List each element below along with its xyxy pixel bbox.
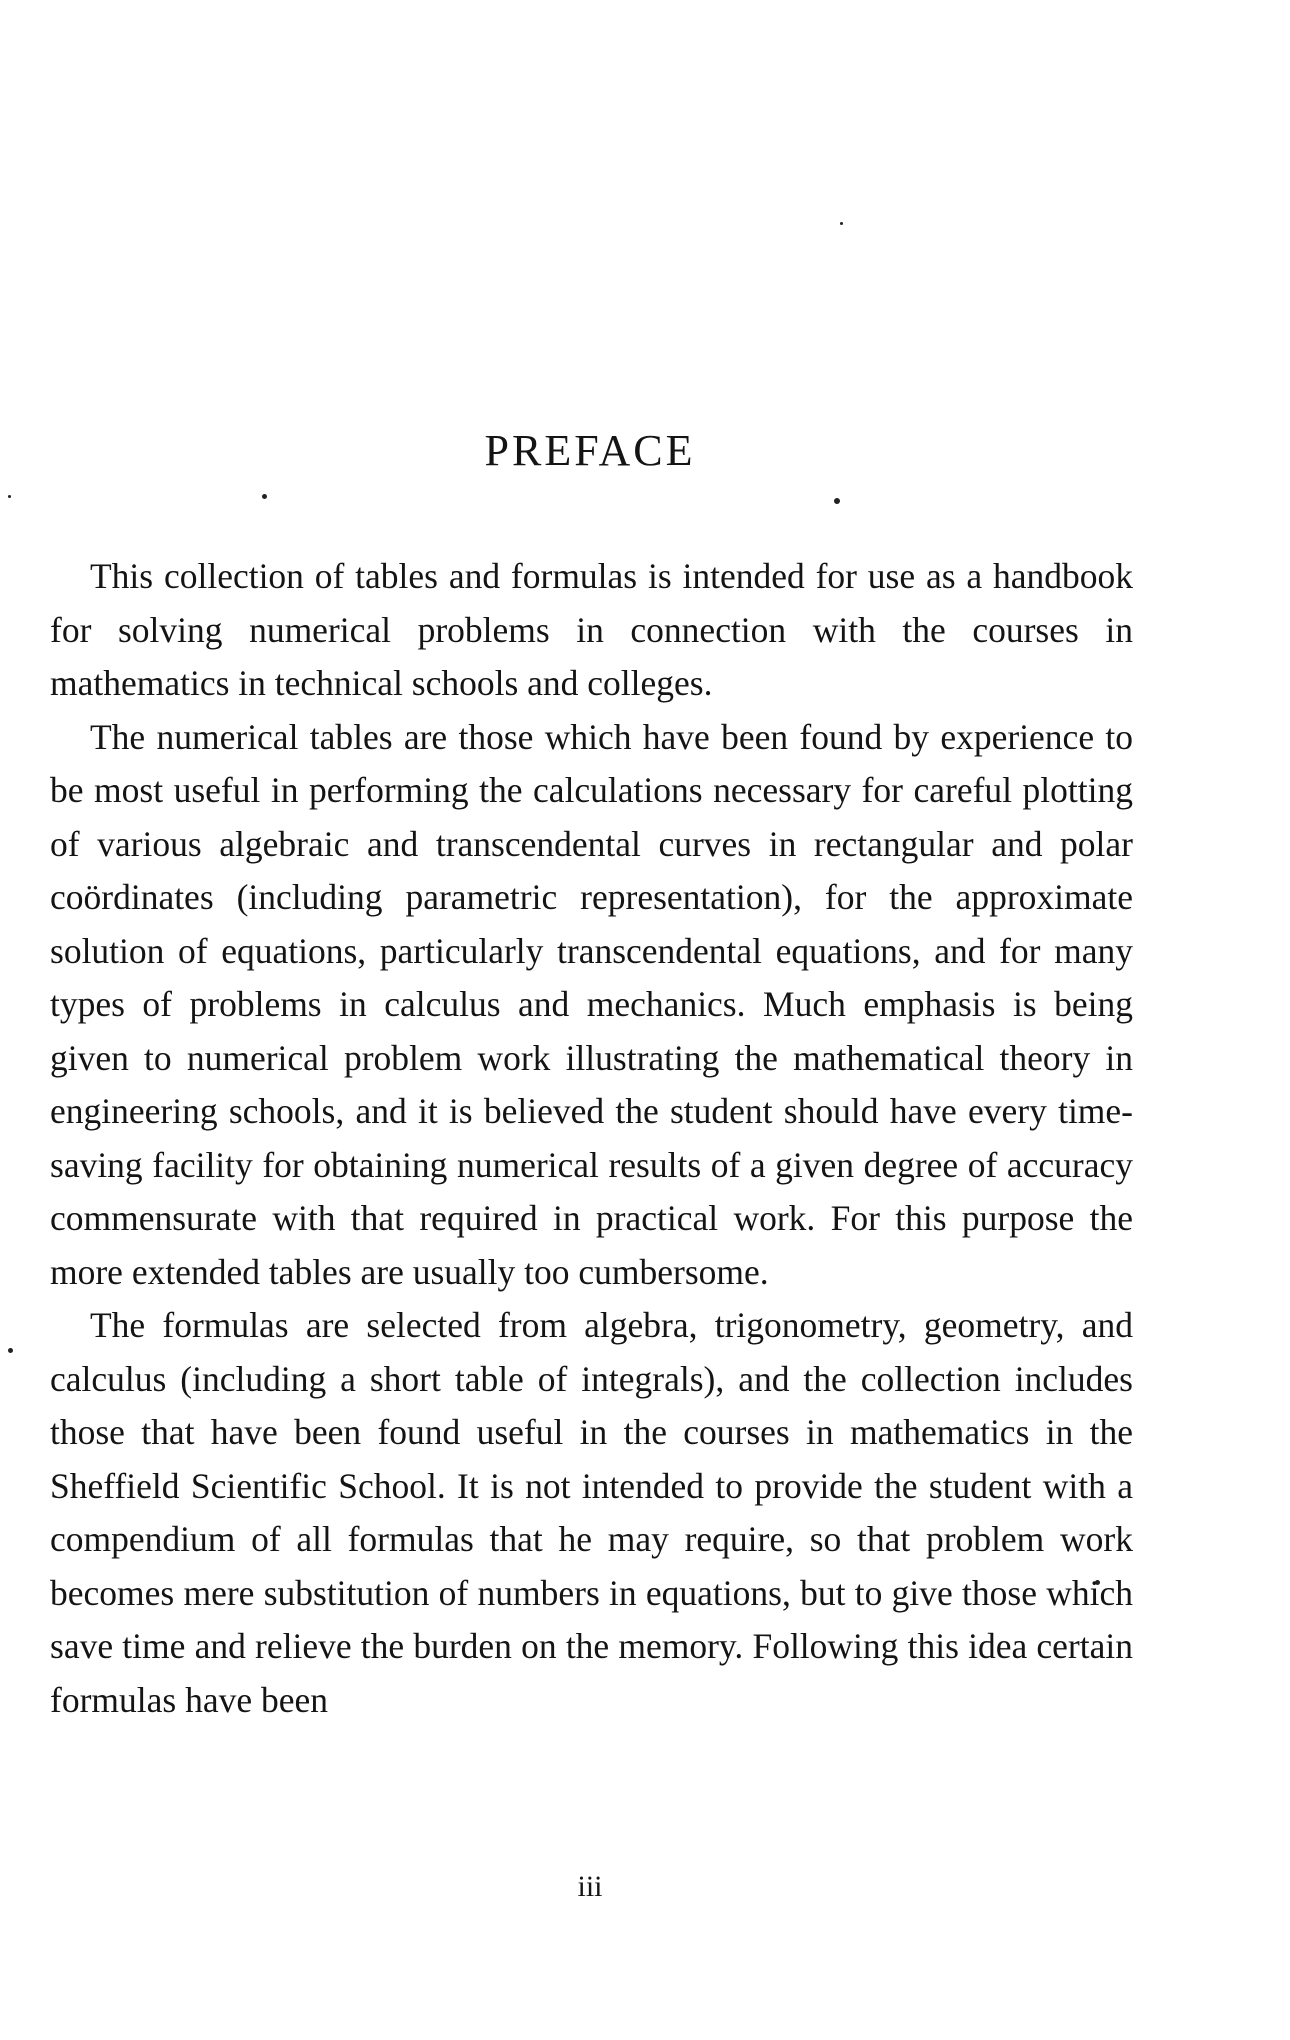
print-speck xyxy=(8,1348,13,1353)
preface-body xyxy=(50,550,1133,1727)
paragraph: This collection of tables and formulas is intended for use as a handbook for solving numerical problems in connection with the courses in mathematics in technical schools and colleges. xyxy=(50,556,1133,703)
page-title: PREFACE xyxy=(484,426,696,475)
print-speck xyxy=(262,494,267,499)
page-number: iii xyxy=(577,1870,603,1903)
print-speck xyxy=(840,222,843,225)
print-speck xyxy=(8,495,11,498)
paragraph: The numerical tables are those which have been found by experience to be most useful in performing the calculations necessary for careful plotting of various algebraic and transcendental curves in rectangular and polar coördinates (including parametric representation), for the approximate solution of equations, particularly transcendental equations, and for many types of problems in calculus and mechanics. Much emphasis is being given to numerical problem work illustrating the mathematical theory in engineering schools, and it is believed the student should have every time-saving facility for obtaining numerical results of a given degree of accuracy commensurate with that required in practical work. For this purpose the more extended tables are usually too cumbersome. xyxy=(50,716,1133,1292)
print-speck xyxy=(834,498,840,504)
paragraph: The formulas are selected from algebra, trigonometry, geometry, and calculus (including a short table of integrals), and the collection includes those that have been found useful in the courses in mathematics in the Sheffield Scientific School. It is not intended to provide the student with a compendium of all formulas that he may require, so that problem work becomes mere substitution of numbers in equations, but to give those which save time and relieve the burden on the memory. Following this idea certain formulas have been xyxy=(50,1305,1133,1720)
